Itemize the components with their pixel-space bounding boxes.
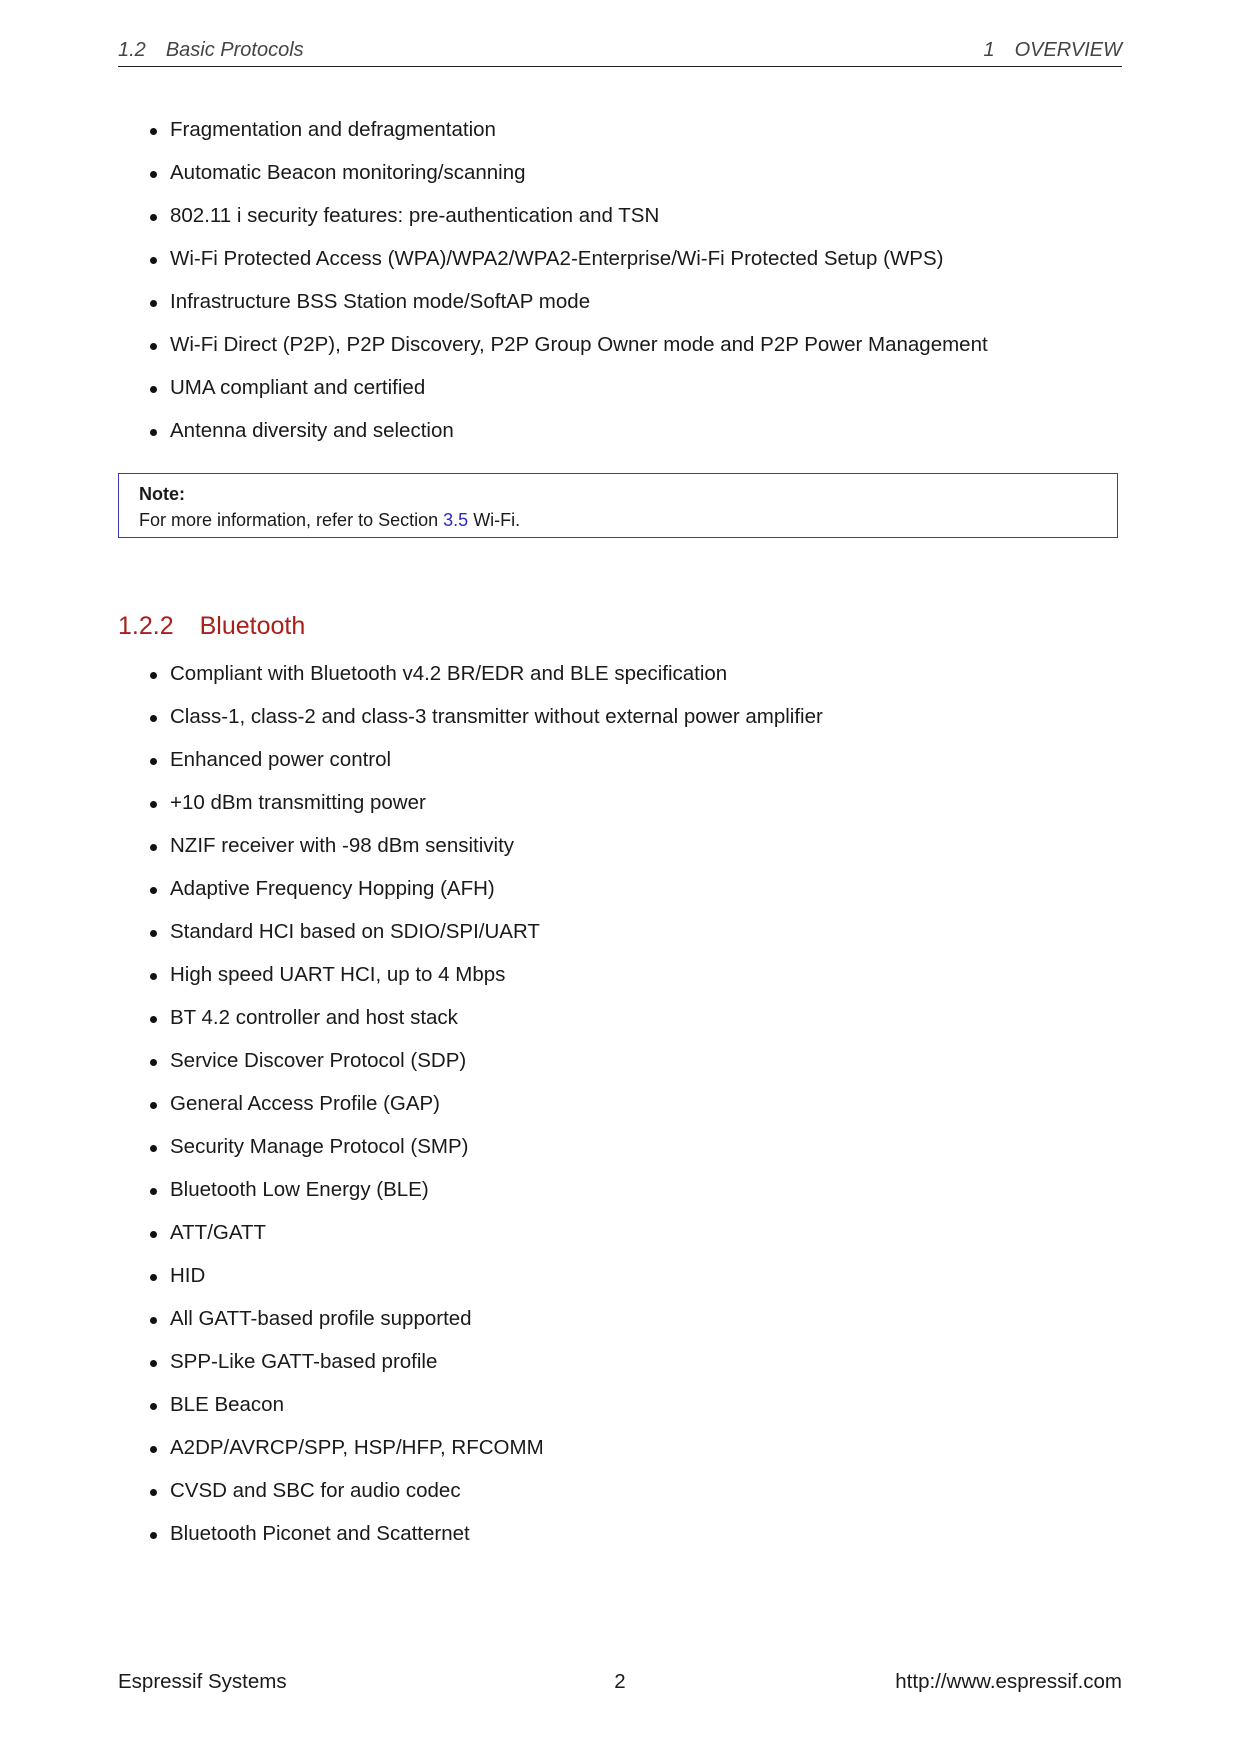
bullet-icon	[150, 672, 157, 679]
bullet-icon	[150, 1059, 157, 1066]
bullet-icon	[150, 386, 157, 393]
list-item: Standard HCI based on SDIO/SPI/UART	[150, 920, 823, 963]
list-item: ATT/GATT	[150, 1221, 823, 1264]
bullet-icon	[150, 1317, 157, 1324]
bullet-icon	[150, 300, 157, 307]
section-title: Bluetooth	[199, 612, 306, 640]
bullet-icon	[150, 128, 157, 135]
list-item: 802.11 i security features: pre-authentication and TSN	[150, 204, 988, 247]
bullet-icon	[150, 801, 157, 808]
footer-page-number: 2	[614, 1670, 626, 1693]
list-item: Enhanced power control	[150, 748, 823, 791]
footer-url[interactable]: http://www.espressif.com	[895, 1670, 1122, 1693]
page-header	[118, 36, 1122, 67]
list-item: Adaptive Frequency Hopping (AFH)	[150, 877, 823, 920]
list-item: Service Discover Protocol (SDP)	[150, 1049, 823, 1092]
bullet-icon	[150, 1532, 157, 1539]
bullet-icon	[150, 758, 157, 765]
bullet-icon	[150, 1446, 157, 1453]
bullet-icon	[150, 1489, 157, 1496]
list-item: Fragmentation and defragmentation	[150, 118, 988, 161]
list-item: HID	[150, 1264, 823, 1307]
header-section-title: Basic Protocols	[165, 39, 304, 61]
list-item: Infrastructure BSS Station mode/SoftAP mode	[150, 290, 988, 333]
bullet-icon	[150, 1016, 157, 1023]
note-title: Note:	[139, 484, 185, 504]
header-section	[118, 39, 304, 62]
bullet-icon	[150, 343, 157, 350]
bullet-icon	[150, 171, 157, 178]
bullet-icon	[150, 973, 157, 980]
list-item: +10 dBm transmitting power	[150, 791, 823, 834]
bullet-icon	[150, 429, 157, 436]
list-item: Automatic Beacon monitoring/scanning	[150, 161, 988, 204]
header-chapter-number: 1	[983, 39, 995, 61]
list-item: BT 4.2 controller and host stack	[150, 1006, 823, 1049]
list-item: SPP-Like GATT-based profile	[150, 1350, 823, 1393]
list-item: All GATT-based profile supported	[150, 1307, 823, 1350]
list-item: Bluetooth Low Energy (BLE)	[150, 1178, 823, 1221]
bullet-icon	[150, 257, 157, 264]
section-number: 1.2.2	[118, 612, 174, 640]
list-item: High speed UART HCI, up to 4 Mbps	[150, 963, 823, 1006]
note-box	[118, 473, 1118, 538]
bullet-icon	[150, 214, 157, 221]
list-item: A2DP/AVRCP/SPP, HSP/HFP, RFCOMM	[150, 1436, 823, 1479]
footer-company: Espressif Systems	[118, 1670, 287, 1693]
list-item: Bluetooth Piconet and Scatternet	[150, 1522, 823, 1565]
bullet-icon	[150, 1360, 157, 1367]
list-item: CVSD and SBC for audio codec	[150, 1479, 823, 1522]
bullet-icon	[150, 1188, 157, 1195]
bullet-icon	[150, 844, 157, 851]
list-item: Compliant with Bluetooth v4.2 BR/EDR and BLE specification	[150, 662, 823, 705]
section-link[interactable]: 3.5	[443, 510, 469, 530]
bullet-icon	[150, 1403, 157, 1410]
bullet-icon	[150, 1102, 157, 1109]
section-heading-bluetooth	[118, 612, 305, 641]
bullet-icon	[150, 1145, 157, 1152]
header-section-number: 1.2	[118, 39, 146, 61]
bluetooth-feature-list	[150, 662, 823, 1565]
wifi-feature-list	[150, 118, 988, 462]
bullet-icon	[150, 887, 157, 894]
list-item: Wi-Fi Direct (P2P), P2P Discovery, P2P Group Owner mode and P2P Power Management	[150, 333, 988, 376]
bullet-icon	[150, 715, 157, 722]
note-text: For more information, refer to Section 3.5 Wi-Fi.	[139, 510, 521, 530]
list-item: BLE Beacon	[150, 1393, 823, 1436]
list-item: Antenna diversity and selection	[150, 419, 988, 462]
header-chapter-title: OVERVIEW	[1014, 39, 1122, 61]
bullet-icon	[150, 1231, 157, 1238]
list-item: UMA compliant and certified	[150, 376, 988, 419]
list-item: Security Manage Protocol (SMP)	[150, 1135, 823, 1178]
bullet-icon	[150, 1274, 157, 1281]
header-chapter	[983, 39, 1122, 62]
list-item: Wi-Fi Protected Access (WPA)/WPA2/WPA2-Enterprise/Wi-Fi Protected Setup (WPS)	[150, 247, 988, 290]
list-item: NZIF receiver with -98 dBm sensitivity	[150, 834, 823, 877]
list-item: General Access Profile (GAP)	[150, 1092, 823, 1135]
list-item: Class-1, class-2 and class-3 transmitter without external power amplifier	[150, 705, 823, 748]
bullet-icon	[150, 930, 157, 937]
